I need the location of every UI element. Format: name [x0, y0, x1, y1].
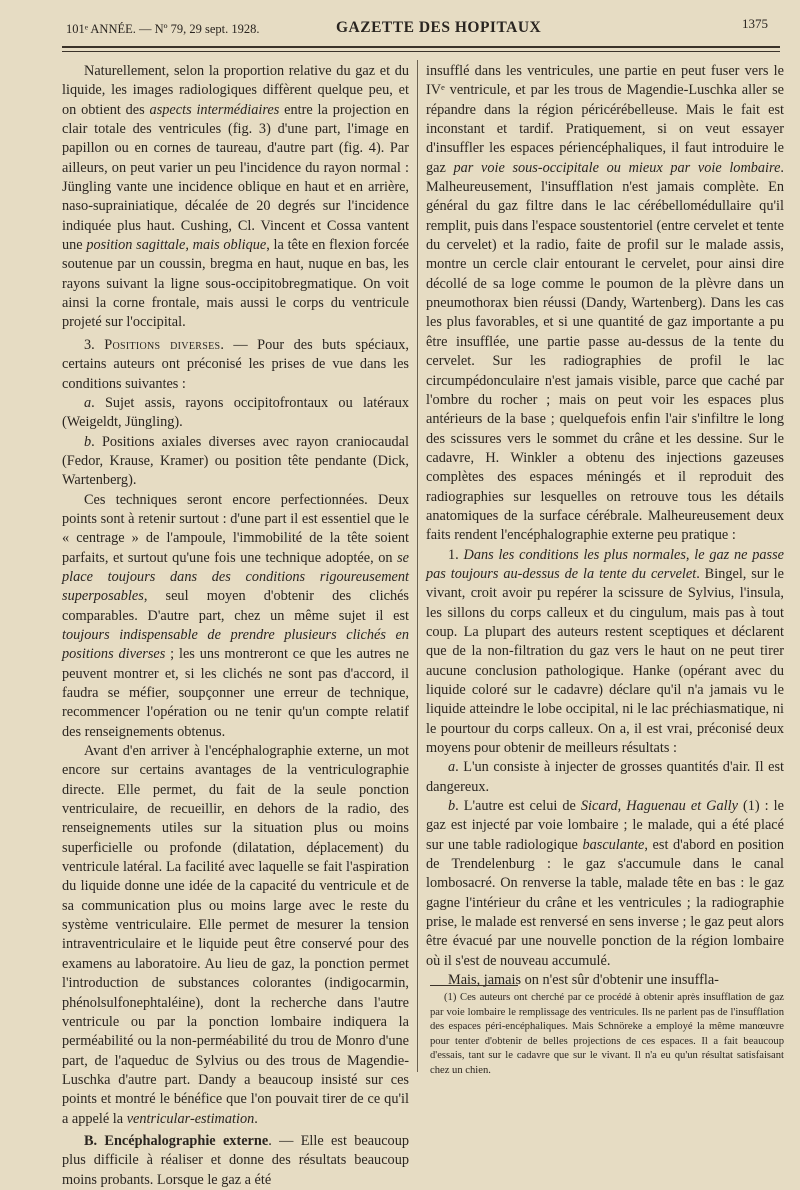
- paragraph: Mais, jamais on n'est sûr d'obtenir une insuffla-: [448, 972, 719, 989]
- paragraph: Ces techniques seront encore perfectionnées. Deux points sont à retenir surtout : d'une part il est essentiel que le « centrage » de l'ampoule, l'immobilité de la tête soient parfaits, et surtout qu'une fois une technique adoptée, on se place toujours dans des conditions rigoureusement superposables, seul moyen d'obtenir des clichés comparables. D'autre part, chez un même sujet il est toujours indispensable de prendre plusieurs clichés en positions diverses ; les uns montreront ce que les autres ne peuvent montrer et, si les clichés ne sont pas d'accord, il faudra se méfier, soupçonner une erreur de technique, recommencer l'opération ou ne tenir qu'un compte relatif des renseignements obtenus.: [62, 491, 409, 740]
- running-header: [66, 14, 772, 42]
- footnote-rule: [430, 985, 518, 986]
- section-heading-paragraph: B. Encéphalographie externe. — Elle est beaucoup plus difficile à réaliser et donne des résultats beaucoup moins probants. Lorsque le gaz a été: [62, 1132, 410, 1188]
- list-item: b. L'autre est celui de Sicard, Haguenau et Gally (1) : le gaz est injecté par voie lombaire ; le malade, qui a été placé sur une table radiologique basculante, est d'abord en position de Trendelenburg : le gaz s'accumule dans le canal lombosacré. On renverse la table, malade tête en bas : le gaz gagne l'intérieur du crâne et les ventricules ; la radiographie prise, le malade est renversé en sens inverse ; le gaz peut alors être évacué par une nouvelle ponction de la région lombaire où il s'est de nouveau accumulé.: [426, 798, 784, 969]
- footnote-text: (1) Ces auteurs ont cherché par ce procédé à obtenir après insufflation de gaz par voie lombaire le remplissage des ventricules. Ils ne parlent pas de l'insufflation des espaces péri-encéphaliques. Mais Schnöreke a employé la même manœuvre pour tenter d'obtenir de belles projections de ces espaces. Il a fait beaucoup d'essais, tant sur le cadavre que sur le vivant. Il n'a eu qu'un résultat satisfaisant chez un chien.: [430, 992, 784, 1076]
- list-item: a. Sujet assis, rayons occipitofrontaux ou latéraux (Weigeldt, Jüngling).: [62, 394, 409, 431]
- header-rule-thin: [62, 51, 780, 52]
- list-item: b. Positions axiales diverses avec rayon craniocaudal (Fedor, Krause, Kramer) ou position tête pendante (Dick, Wartenberg).: [62, 433, 409, 489]
- header-rule-thick: [62, 46, 780, 48]
- paragraph: 1. Dans les conditions les plus normales, le gaz ne passe pas toujours au-dessus de la tente du cervelet. Bingel, sur le vivant, croit avoir pu repérer la scissure de Sylvius, l'insula, les sillons du corps calleux et du cingulum, mais pas à tout coup. La plupart des auteurs restent sceptiques et déclarent que de la non-filtration du gaz vers le haut on ne peut tirer aucune conclusion pathologique. Hanke (opérant avec du liquide coloré sur le cadavre) déclare qu'il n'a jamais vu le liquide atteindre le lobe occipital, ni le lac préchiasmatique, ni le pourtour du corps calleux. On a, il est vrai, préconisé deux moyens pour obtenir de meilleurs résultats :: [426, 546, 785, 757]
- journal-title: GAZETTE DES HOPITAUX: [336, 19, 542, 36]
- right-column: [426, 62, 784, 991]
- paragraph: Naturellement, selon la proportion relative du gaz et du liquide, les images radiologiques diffèrent quelque peu, et on obtient des aspects intermédiaires entre la projection en clair totale des ventricules (fig. 3) d'une part, l'image en papillon ou en cornes de taureau, d'autre part (fig. 4). Par ailleurs, on peut varier un peu l'incidence du rayon normal : Jüngling vante une incidence oblique en haut et en arrière, naso-suprainiatique, décalée de 20 degrés sur l'incidence indiquée plus haut. Cushing, Cl. Vincent et Cossa vantent une position sagittale, mais oblique, la tête en flexion forcée soutenue par un coussin, bregma en haut, nuque en bas, les rayons suivant la ligne sous-occipitobregmatique. On voit ainsi la corne frontale, mais aussi le corps du ventricule projeté sur l'occipital.: [62, 63, 410, 331]
- page-number: 1375: [742, 16, 768, 31]
- column-separator: [417, 60, 418, 1072]
- footnote: [430, 991, 784, 1078]
- paragraph: insufflé dans les ventricules, une partie en peut fuser vers le IVᵉ ventricule, et par les trous de Magendie-Luschka aller se répandre dans la région péricérébelleuse. Mais le fait est inconstant et tardif. Pratiquement, si on veut essayer d'insuffler les espaces périencéphaliques, il faut introduire le gaz par voie sous-occipitale ou mieux par voie lombaire. Malheureusement, l'insufflation n'est jamais complète. En général du gaz filtre dans le lac cérébellomédullaire qu'il remplit, puis dans l'espace soustentoriel (entre cervelet et tente du cervelet) et la radio, faite de profil sur le malade assis, montre un cercle clair entourant le cervelet, pour ainsi dire décollé de sa loge comme le poumon de la plèvre dans un pneumothorax bien réussi (Dandy, Wartenberg). Dans les cas les plus favorables, et si une quantité de gaz importante a pu être insufflée, une partie passe au-dessus de la tente du cervelet. Sur les radiographies de profil le lac circumpédonculaire n'est jamais visible, parce que caché par l'ombre du rocher ; mais on peut voir les espaces plus antérieurs de la base ; quelquefois enfin l'air s'infiltre le long des scissures vers le sommet du crâne et les dessine. Sur le cadavre, H. Winkler a obtenu des injections gazeuses complètes des espaces méningés et il reproduit des radiographies sur lesquelles on retrouve tous les détails anatomiques de la surface cérébrale. Malheureusement deux faits rendent l'encéphalographie externe peu pratique :: [426, 63, 784, 544]
- left-column: [62, 62, 409, 1190]
- list-item: a. L'un consiste à injecter de grosses quantités d'air. Il est dangereux.: [426, 759, 784, 795]
- issue-info: 101ᵉ ANNÉE. — Nº 79, 29 sept. 1928.: [66, 22, 260, 36]
- paragraph: 3. Positions diverses. — Pour des buts spéciaux, certains auteurs ont préconisé les prises de vue dans les conditions suivantes :: [62, 336, 410, 392]
- paragraph: Avant d'en arriver à l'encéphalographie externe, un mot encore sur certains avantages de la ventriculographie directe. Elle permet, du fait de la seule ponction ventriculaire, de recueillir, en dehors de la radio, des renseignements utiles sur la situation plus ou moins superficielle ou profonde (dilatation, déplacement) du ventricule latéral. La facilité avec laquelle se fait l'aspiration du liquide donne une idée de la capacité du ventricule et de sa communication plus ou moins large avec le reste du système ventriculaire. Elle permet de mesurer la tension intraventriculaire et le liquide peut être conservé pour des examens au laboratoire. Au lieu de gaz, la ponction permet l'introduction de substances colorantes (indigocarmin, phénolsulfonephtaléine), dont la recherche dans l'autre ventricule ou par la ponction lombaire indiquera la perméabilité ou la non-perméabilité du trou de Monro d'une part, de l'aqueduc de Sylvius ou des trous de Magendie-Luschka d'autre part. Dandy a beaucoup insisté sur ces points et montré le bénéfice que l'on pouvait tirer de ce qu'il a appelé la ventricular-estimation.: [62, 743, 409, 1127]
